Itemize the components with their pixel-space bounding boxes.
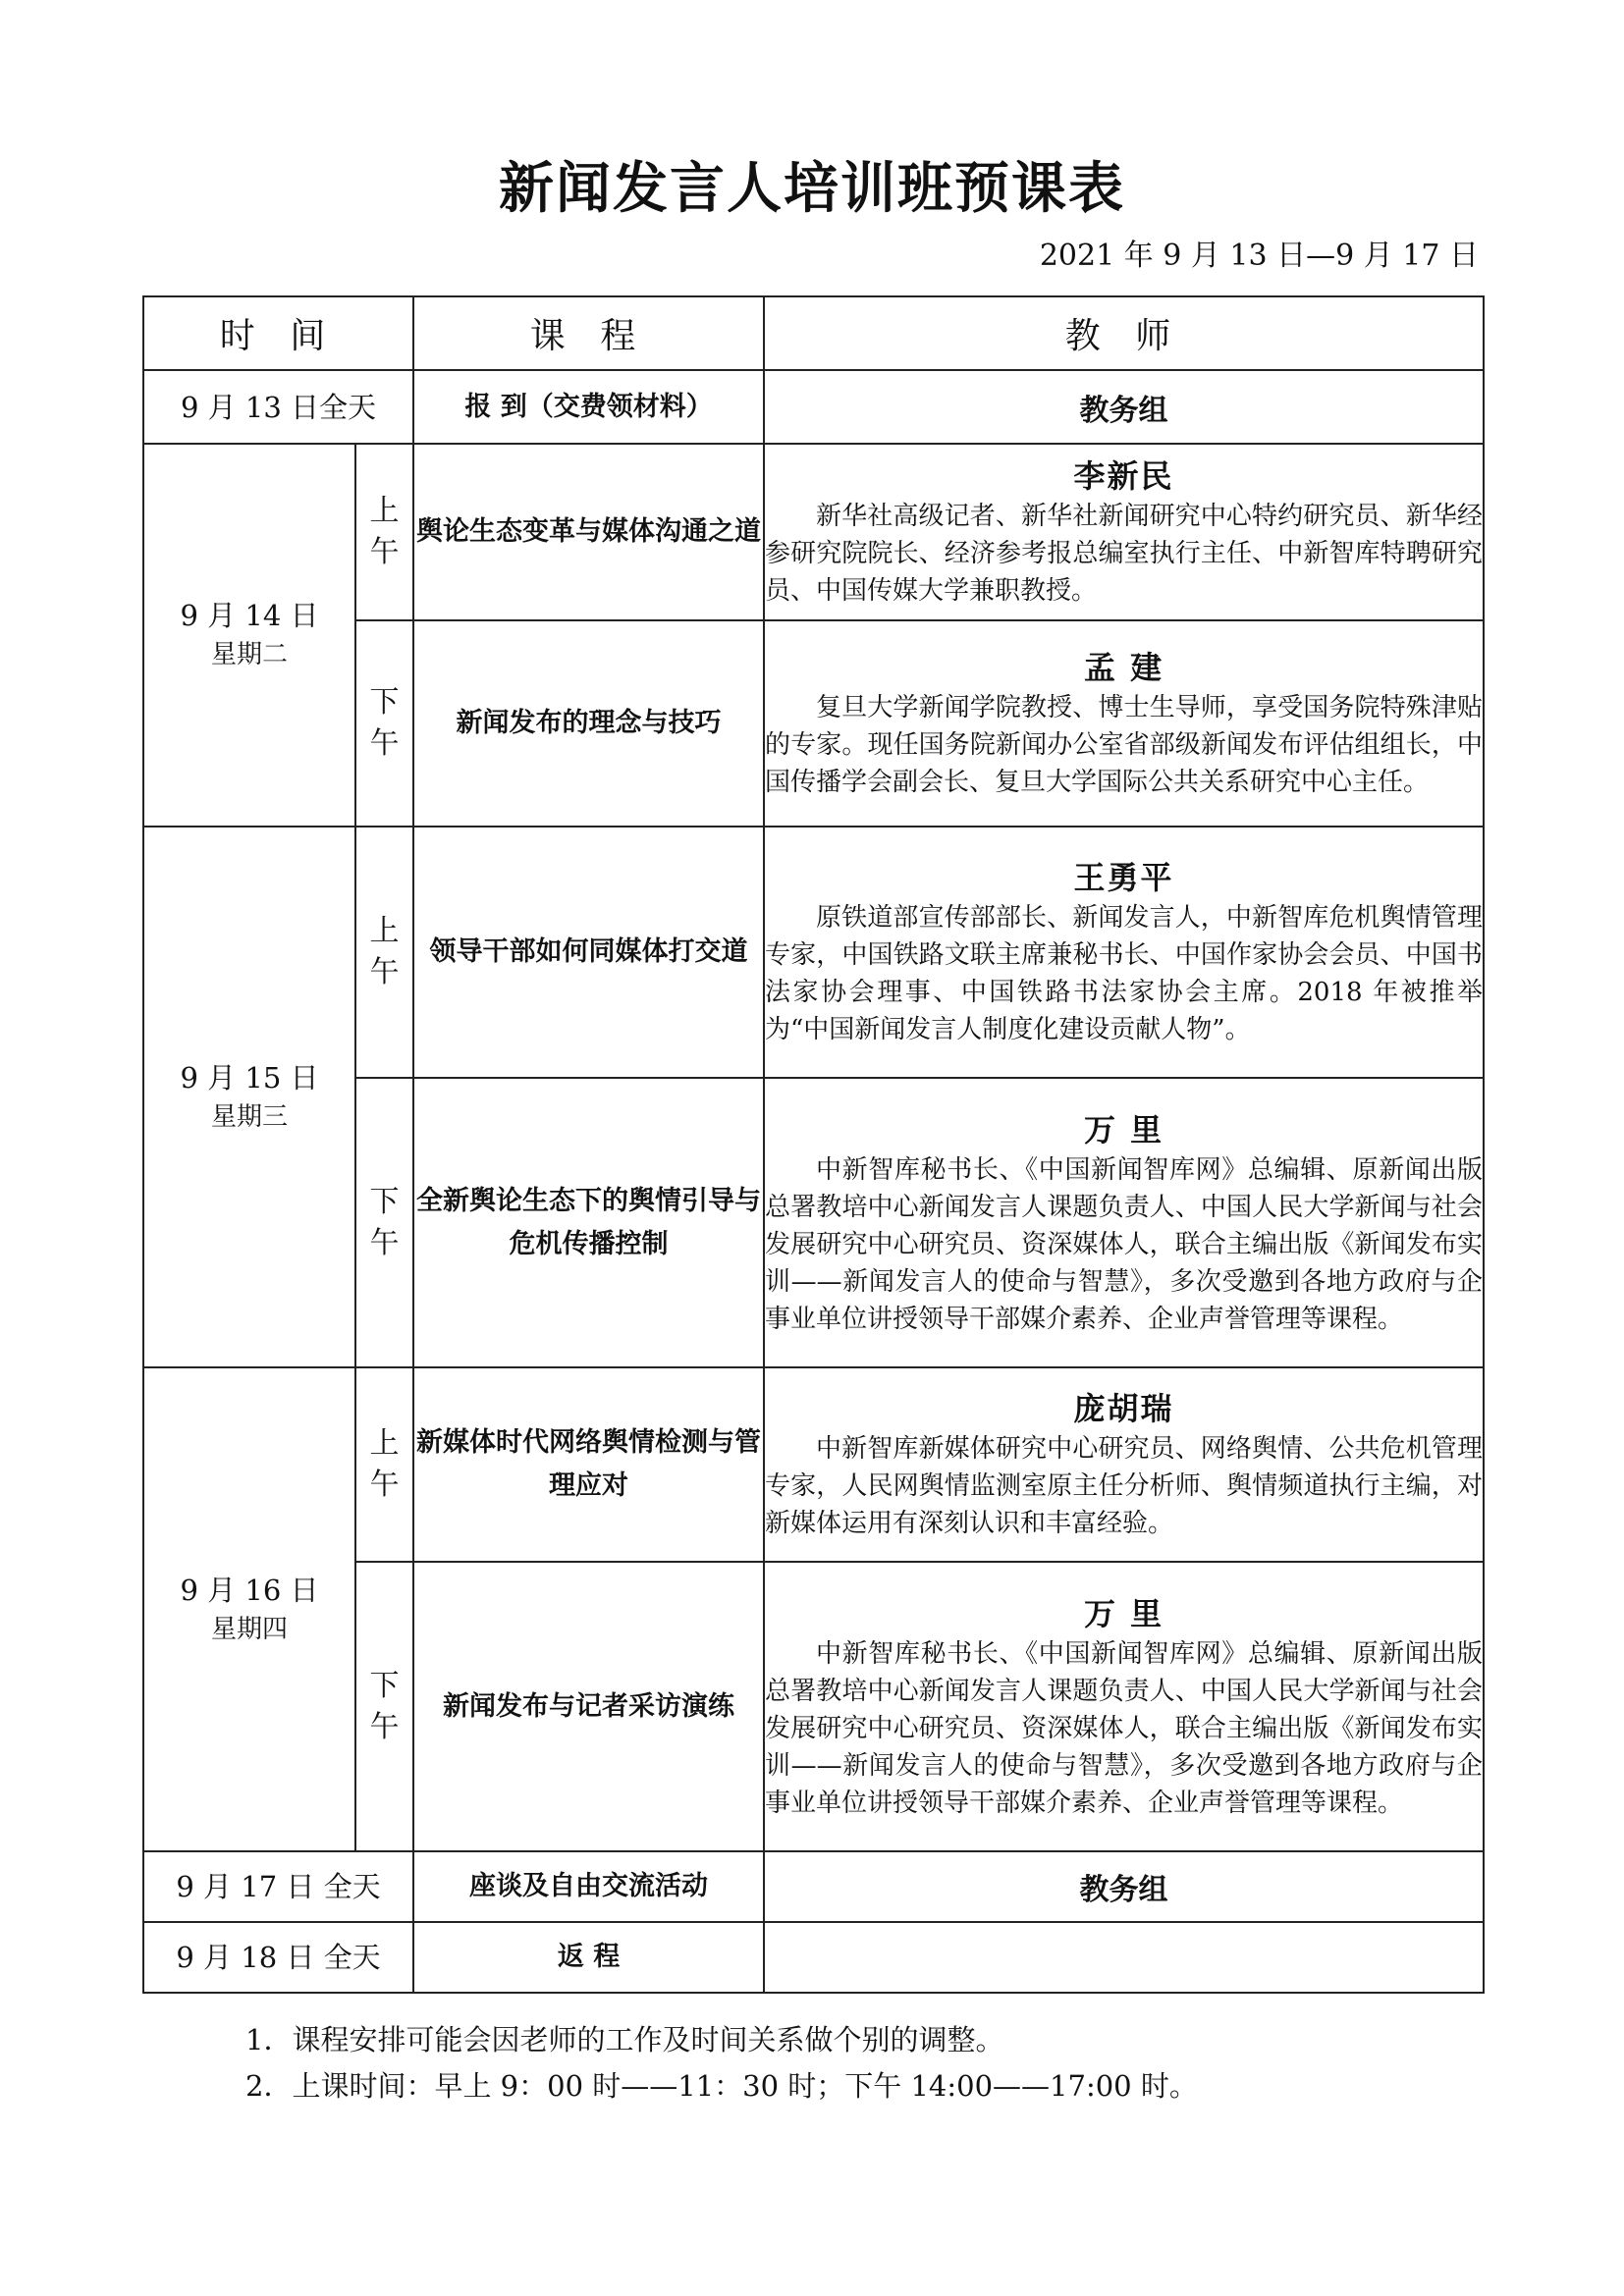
course-cell: 新闻发布与记者采访演练 bbox=[413, 1562, 764, 1851]
header-time: 时 间 bbox=[143, 296, 413, 370]
time-cell: 9 月 18 日 全天 bbox=[143, 1922, 413, 1993]
teacher-cell bbox=[764, 827, 1484, 1078]
header-course: 课 程 bbox=[413, 296, 764, 370]
teacher-cell bbox=[764, 1922, 1484, 1993]
teacher-cell bbox=[764, 1562, 1484, 1851]
time-cell: 9 月 17 日 全天 bbox=[143, 1851, 413, 1922]
note-item: 2．上课时间：早上 9：00 时——11：30 时；下午 14:00——17:00 时。 bbox=[245, 2069, 1198, 2103]
date-label: 9 月 14 日 bbox=[180, 599, 319, 632]
period-cell: 下 午 bbox=[355, 620, 413, 827]
table-row bbox=[143, 1367, 1484, 1562]
teacher-bio: 复旦大学新闻学院教授、博士生导师，享受国务院特殊津贴的专家。现任国务院新闻办公室省部级新闻发布评估组组长，中国传播学会副会长、复旦大学国际公共关系研究中心主任。 bbox=[765, 693, 1484, 797]
date-cell bbox=[143, 1367, 355, 1851]
table-row bbox=[143, 444, 1484, 620]
teacher-cell bbox=[764, 444, 1484, 620]
period-cell: 上 午 bbox=[355, 444, 413, 620]
date-label: 9 月 15 日 bbox=[180, 1060, 319, 1095]
teacher-name: 王勇平 bbox=[1073, 859, 1174, 896]
header-teacher: 教 师 bbox=[764, 296, 1484, 370]
weekday-label: 星期三 bbox=[210, 1101, 288, 1132]
teacher-bio: 原铁道部宣传部部长、新闻发言人，中新智库危机舆情管理专家，中国铁路文联主席兼秘书长、中国作家协会会员、中国书法家协会理事、中国铁路书法家协会主席。2018 年被推举为“中国新闻发言人制度化建设贡献人物”。 bbox=[765, 903, 1484, 1044]
teacher-cell: 教务组 bbox=[764, 370, 1484, 444]
course-cell: 领导干部如何同媒体打交道 bbox=[413, 827, 764, 1078]
period-cell: 下 午 bbox=[355, 1562, 413, 1851]
teacher-cell bbox=[764, 1078, 1484, 1367]
table-row bbox=[143, 370, 1484, 444]
period-cell: 上 午 bbox=[355, 827, 413, 1078]
table-row bbox=[143, 1922, 1484, 1993]
notes bbox=[245, 2017, 1198, 2109]
course-cell: 新媒体时代网络舆情检测与管理应对 bbox=[413, 1367, 764, 1562]
teacher-bio: 中新智库新媒体研究中心研究员、网络舆情、公共危机管理专家，人民网舆情监测室原主任分析师、舆情频道执行主编，对新媒体运用有深刻认识和丰富经验。 bbox=[765, 1434, 1484, 1538]
table-row bbox=[143, 827, 1484, 1078]
date-label: 9 月 16 日 bbox=[180, 1573, 319, 1607]
page-title: 新闻发言人培训班预课表 bbox=[499, 157, 1125, 221]
teacher-bio: 中新智库秘书长、《中国新闻智库网》总编辑、原新闻出版总署教培中心新闻发言人课题负责人、中国人民大学新闻与社会发展研究中心研究员、资深媒体人，联合主编出版《新闻发布实训——新闻发言人的使命与智慧》，多次受邀到各地方政府与企事业单位讲授领导干部媒介素养、企业声誉管理等课程。 bbox=[765, 1154, 1484, 1334]
date-cell bbox=[143, 444, 355, 827]
course-cell: 报 到（交费领材料） bbox=[413, 370, 764, 444]
course-cell: 舆论生态变革与媒体沟通之道 bbox=[413, 444, 764, 620]
weekday-label: 星期二 bbox=[210, 640, 288, 669]
date-range: 2021 年 9 月 13 日—9 月 17 日 bbox=[1039, 239, 1479, 273]
teacher-name: 万 里 bbox=[1083, 1110, 1164, 1148]
teacher-bio: 新华社高级记者、新华社新闻研究中心特约研究员、新华经参研究院院长、经济参考报总编室执行主任、中新智库特聘研究员、中国传媒大学兼职教授。 bbox=[765, 502, 1484, 606]
period-cell: 上 午 bbox=[355, 1367, 413, 1562]
teacher-cell bbox=[764, 620, 1484, 827]
teacher-name: 庞胡瑞 bbox=[1073, 1390, 1174, 1427]
course-cell: 全新舆论生态下的舆情引导与危机传播控制 bbox=[413, 1078, 764, 1367]
teacher-name: 万 里 bbox=[1083, 1594, 1164, 1632]
teacher-cell: 教务组 bbox=[764, 1851, 1484, 1922]
teacher-bio: 中新智库秘书长、《中国新闻智库网》总编辑、原新闻出版总署教培中心新闻发言人课题负责人、中国人民大学新闻与社会发展研究中心研究员、资深媒体人，联合主编出版《新闻发布实训——新闻发言人的使命与智慧》，多次受邀到各地方政府与企事业单位讲授领导干部媒介素养、企业声誉管理等课程。 bbox=[765, 1638, 1484, 1818]
note-item: 1．课程安排可能会因老师的工作及时间关系做个别的调整。 bbox=[245, 2023, 1004, 2056]
teacher-cell bbox=[764, 1367, 1484, 1562]
course-cell: 返 程 bbox=[413, 1922, 764, 1993]
date-cell bbox=[143, 827, 355, 1367]
course-cell: 座谈及自由交流活动 bbox=[413, 1851, 764, 1922]
time-cell: 9 月 13 日全天 bbox=[143, 370, 413, 444]
schedule-table bbox=[142, 295, 1485, 1994]
teacher-name: 李新民 bbox=[1073, 457, 1174, 495]
course-cell: 新闻发布的理念与技巧 bbox=[413, 620, 764, 827]
weekday-label: 星期四 bbox=[210, 1614, 288, 1644]
teacher-name: 孟 建 bbox=[1083, 649, 1164, 686]
period-cell: 下 午 bbox=[355, 1078, 413, 1367]
header-row bbox=[143, 296, 1484, 370]
table-row bbox=[143, 1851, 1484, 1922]
